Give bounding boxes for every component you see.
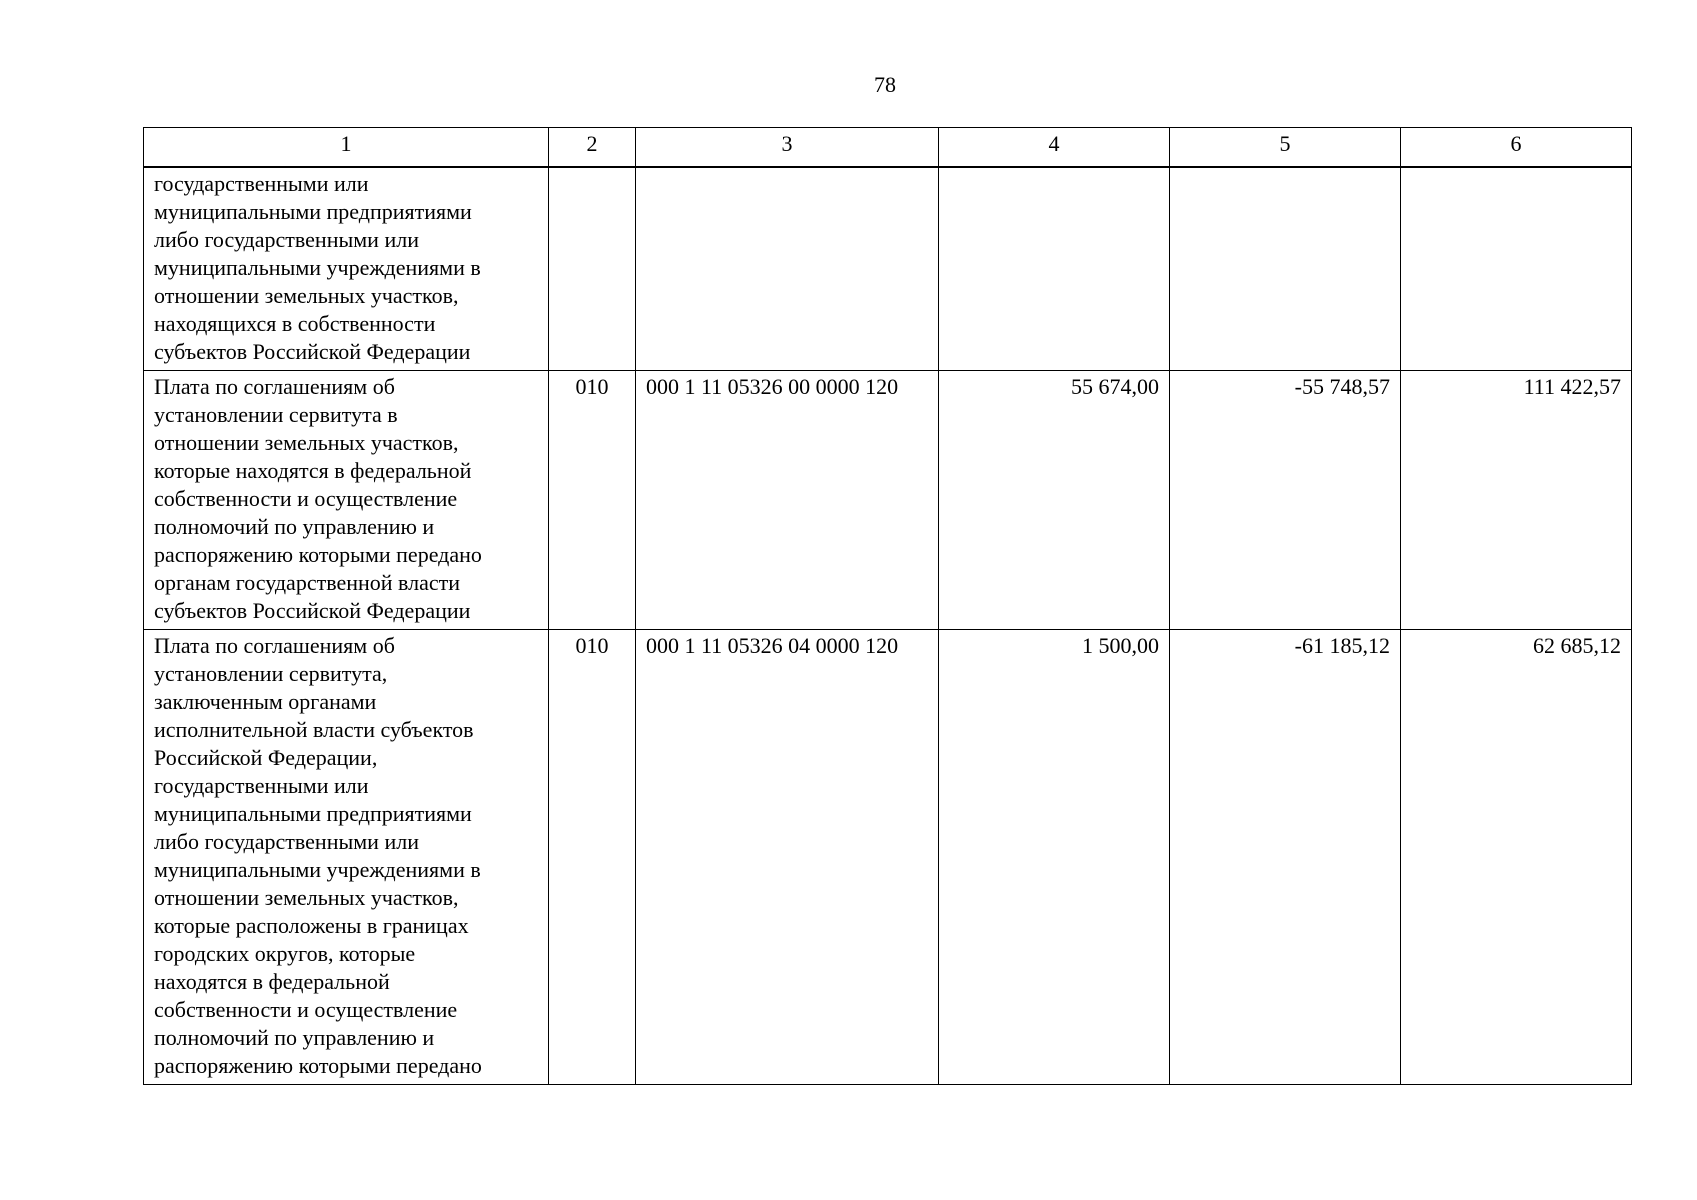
row-name-line: установлении сервитута в <box>154 402 398 427</box>
row-name-line: которые расположены в границах <box>154 913 469 938</box>
row-name-line: находящихся в собственности <box>154 311 436 336</box>
row-code-cell: 010 <box>549 630 636 1085</box>
row-name-line: муниципальными учреждениями в <box>154 857 481 882</box>
row-name-line: исполнительной власти субъектов <box>154 717 474 742</box>
header-col-3: 3 <box>636 128 939 168</box>
row-name-line: либо государственными или <box>154 829 419 854</box>
row-name-line: отношении земельных участков, <box>154 283 459 308</box>
row-name-cell <box>144 371 549 630</box>
table-row <box>144 630 1632 1085</box>
row-name-line: собственности и осуществление <box>154 486 458 511</box>
row-name-line: Плата по соглашениям об <box>154 374 395 399</box>
row-value-5-cell: -55 748,57 <box>1170 371 1401 630</box>
row-name-line: которые находятся в федеральной <box>154 458 472 483</box>
table-body <box>144 167 1632 1085</box>
row-name-cell <box>144 167 549 371</box>
row-name-line: органам государственной власти <box>154 570 461 595</box>
row-name-line: Российской Федерации, <box>154 745 378 770</box>
row-name-line: муниципальными предприятиями <box>154 801 472 826</box>
row-name-line: субъектов Российской Федерации <box>154 339 471 364</box>
row-name-cell <box>144 630 549 1085</box>
row-value-5-cell: -61 185,12 <box>1170 630 1401 1085</box>
row-value-6-cell: 62 685,12 <box>1401 630 1632 1085</box>
row-name-line: либо государственными или <box>154 227 419 252</box>
header-row <box>144 128 1632 168</box>
header-col-4: 4 <box>939 128 1170 168</box>
row-value-6-cell: 111 422,57 <box>1401 371 1632 630</box>
header-col-1: 1 <box>144 128 549 168</box>
row-name-line: отношении земельных участков, <box>154 885 459 910</box>
row-name-line: собственности и осуществление <box>154 997 458 1022</box>
row-value-4-cell <box>939 167 1170 371</box>
row-name-line: муниципальными предприятиями <box>154 199 472 224</box>
row-name-line: находятся в федеральной <box>154 969 390 994</box>
row-name-line: полномочий по управлению и <box>154 514 435 539</box>
header-col-2: 2 <box>549 128 636 168</box>
row-name-line: государственными или <box>154 773 369 798</box>
row-name-line: муниципальными учреждениями в <box>154 255 481 280</box>
row-value-4-cell: 55 674,00 <box>939 371 1170 630</box>
header-col-5: 5 <box>1170 128 1401 168</box>
row-name-line: заключенным органами <box>154 689 377 714</box>
row-value-6-cell <box>1401 167 1632 371</box>
row-value-4-cell: 1 500,00 <box>939 630 1170 1085</box>
row-name-line: городских округов, которые <box>154 941 416 966</box>
page-number: 78 <box>874 72 896 97</box>
row-code-cell <box>549 167 636 371</box>
row-kbk-cell <box>636 167 939 371</box>
row-name-line: установлении сервитута, <box>154 661 388 686</box>
row-name-line: полномочий по управлению и <box>154 1025 435 1050</box>
row-name-line: государственными или <box>154 171 369 196</box>
row-name-line: субъектов Российской Федерации <box>154 598 471 623</box>
revenue-table <box>143 127 1632 1085</box>
row-kbk-cell: 000 1 11 05326 04 0000 120 <box>636 630 939 1085</box>
row-name-line: отношении земельных участков, <box>154 430 459 455</box>
table-row <box>144 371 1632 630</box>
row-name-line: распоряжению которыми передано <box>154 1053 482 1078</box>
row-value-5-cell <box>1170 167 1401 371</box>
table-header <box>144 128 1632 168</box>
header-col-6: 6 <box>1401 128 1632 168</box>
row-kbk-cell: 000 1 11 05326 00 0000 120 <box>636 371 939 630</box>
table-row <box>144 167 1632 371</box>
row-code-cell: 010 <box>549 371 636 630</box>
row-name-line: распоряжению которыми передано <box>154 542 482 567</box>
row-name-line: Плата по соглашениям об <box>154 633 395 658</box>
